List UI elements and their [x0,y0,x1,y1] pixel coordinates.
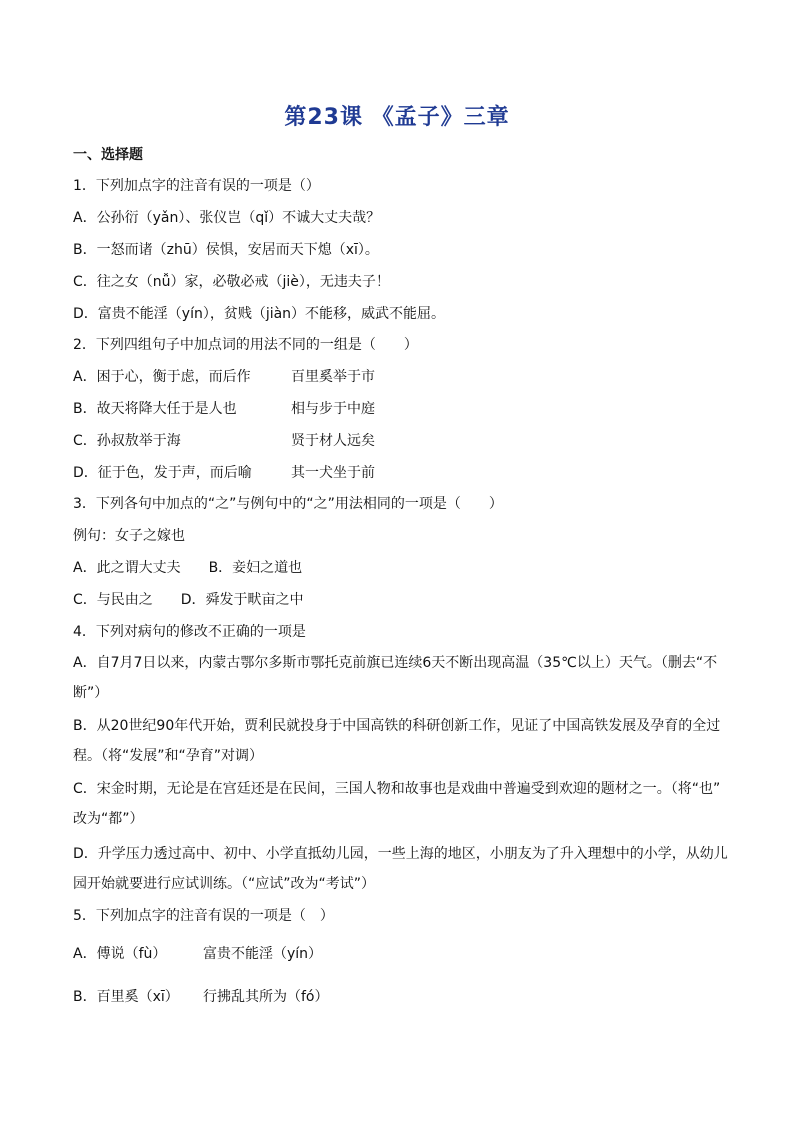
section-heading: 一、选择题 [73,147,143,163]
q4-option-b-line2: 程。（将“发展”和“孕育”对调） [73,748,264,764]
q3-options-cd: C．与民由之 D．舜发于畎亩之中 [73,592,304,608]
q5-option-b-left: B．百里奚（xī） [73,989,179,1005]
q4-option-b-line1: B．从20世纪90年代开始，贾利民就投身于中国高铁的科研创新工作，见证了中国高铁发展及孕育的全过 [73,718,721,734]
q4-option-d-line2: 园开始就要进行应试训练。（“应试”改为“考试”） [73,876,376,892]
q1-stem: 1．下列加点字的注音有误的一项是（） [73,178,320,194]
q2-option-b-left: B．故天将降大任于是人也 [73,401,237,417]
q2-option-c-right: 贤于材人远矣 [291,433,375,449]
q2-option-d-left: D．征于色，发于声，而后喻 [73,465,252,481]
q1-option-a: A．公孙衍（yǎn）、张仪岂（qǐ）不诚大丈夫哉？ [73,210,381,226]
q4-option-a-line2: 断”） [73,685,109,701]
q2-option-a [73,367,375,387]
q4-option-a-line1: A．自7月7日以来，内蒙古鄂尔多斯市鄂托克前旗已连续6天不断出现高温（35℃以上）天气。（删去“不 [73,655,718,671]
q5-option-b-right: 行拂乱其所为（fó） [203,989,329,1005]
q3-example: 例句：女子之嫁也 [73,528,185,544]
q4-option-c-line1: C．宋金时期，无论是在宫廷还是在民间，三国人物和故事也是戏曲中普遍受到欢迎的题材之一。（将“也” [73,781,721,797]
q1-option-b: B．一怒而诸（zhū）侯惧，安居而天下熄（xī）。 [73,242,379,258]
q5-stem: 5．下列加点字的注音有误的一项是（ ） [73,908,334,924]
q3-options-ab: A．此之谓大丈夫 B．妾妇之道也 [73,560,303,576]
q2-option-a-left: A．困于心，衡于虑，而后作 [73,369,251,385]
q2-option-c-left: C．孙叔敖举于海 [73,433,181,449]
q5-option-b [73,987,329,1007]
q4-option-d-line1: D．升学压力透过高中、初中、小学直抵幼儿园，一些上海的地区，小朋友为了升入理想中的小学，从幼儿 [73,846,728,862]
q2-option-d-right: 其一犬坐于前 [291,465,375,481]
q2-stem: 2．下列四组句子中加点词的用法不同的一组是（ ） [73,337,418,353]
q2-option-b [73,399,375,419]
q4-stem: 4．下列对病句的修改不正确的一项是 [73,624,306,640]
q2-option-a-right: 百里奚举于市 [291,369,375,385]
q2-option-d [73,463,375,483]
q5-option-a [73,944,323,964]
q3-stem: 3．下列各句中加点的“之”与例句中的“之”用法相同的一项是（ ） [73,496,503,512]
q1-option-c: C．往之女（nǚ）家，必敬必戒（jiè），无违夫子！ [73,274,390,290]
q5-option-a-right: 富贵不能淫（yín） [203,946,323,962]
q5-option-a-left: A．傅说（fù） [73,946,167,962]
q2-option-b-right: 相与步于中庭 [291,401,375,417]
q2-option-c [73,431,375,451]
q4-option-c-line2: 改为“都”） [73,811,144,827]
page-title: 第23课 《孟子》三章 [284,105,510,130]
q1-option-d: D．富贵不能淫（yín），贫贱（jiàn）不能移，威武不能屈。 [73,306,446,322]
